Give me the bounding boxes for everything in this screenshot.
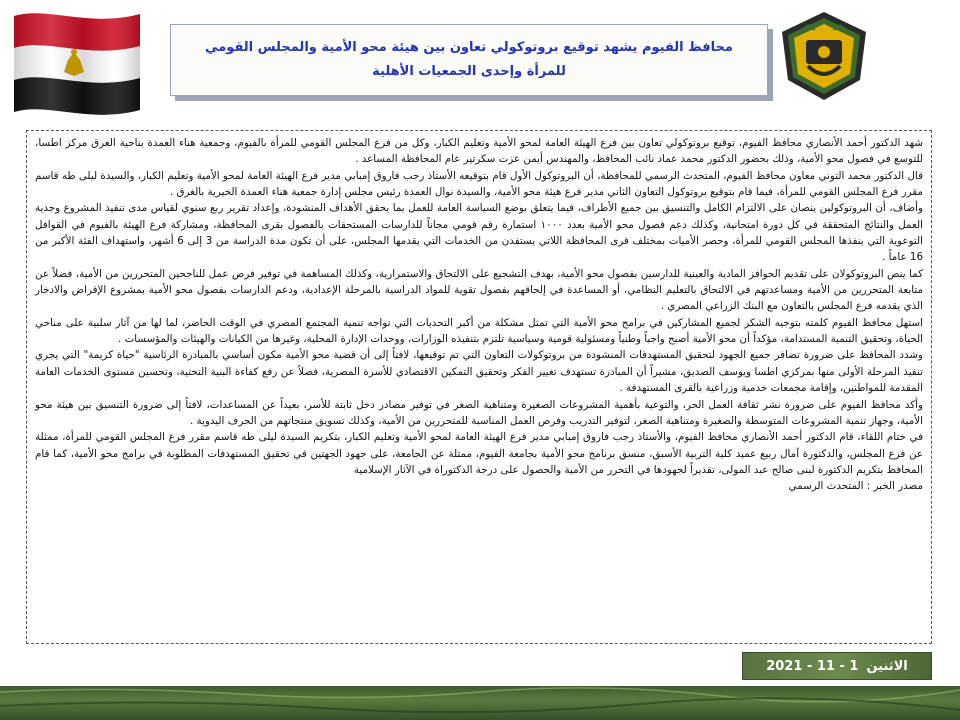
egypt-flag-icon xyxy=(8,6,146,118)
article-paragraph: وأكد محافظ الفيوم على ضرورة نشر ثقافة العمل الحر، والتوعية بأهمية المشروعات الصغيرة ومتناهية الصغر في توفير مصادر دخل ثابتة للأسر، بعيداً عن المساعدات، لافتاً إلى ضرورة التنسيق بين هيئة محو الأمية، وجهاز تنمية المشروعات المتوسطة والصغيرة ومتناهية الصغر، لتوفير التدريب وفرص العمل المناسبة للمتحررين من الأمية، وكذلك تسويق منتجاتهم من الحرف اليدوية . xyxy=(35,398,923,427)
day-label: الاثنين xyxy=(866,658,908,674)
article-paragraph: وشدد المحافظ على ضرورة تضافر جميع الجهود لتحقيق المستهدفات المنشودة من بروتوكولات التعاون التي تم توقيعها، لافتاً إلى أن قضية محو الأمية مكون أساسي بالمبادرة الرئاسية "حياة كريمة" التي يجري تنفيذ المرحلة الأولى منها بمركزي اطسا ويوسف الصديق، مشيراً أن المبادرة تستهدف تغيير الفكر وتحقيق التمكين الاقتصادي للأسرة المصرية، فضلاً عن رفع كفاءة البنية التحتية، وتحسين مستوى الخدمات العامة المقدمة للمواطنين، وإقامة مجمعات خدمية وزراعية بالقرى المستهدفة . xyxy=(35,349,923,395)
article-body xyxy=(26,130,932,644)
news-title-banner xyxy=(170,24,768,96)
date-bar xyxy=(742,652,932,680)
footer-band xyxy=(0,686,960,720)
article-text xyxy=(35,135,923,495)
article-paragraph: في ختام اللقاء، قام الدكتور أحمد الأنصاري محافظ الفيوم، والأستاذ رجب فاروق إمبابي مدير فرع الهيئة العامة لمحو الأمية وتعليم الكبار، بتكريم السيدة ليلى طه قاسم مقرر فرع المجلس القومي للمرأة، ممثلة عن فرع المجلس، والدكتورة آمال ربيع عميد كلية التربية الأسبق، منسق برنامج محو الأمية بجامعة الفيوم، ممثلة عن الجامعة، على جهود الجهتين في تحقيق المستهدفات المطلوبة في برامج محو الأمية، كما قام المحافظ بتكريم الدكتورة لبنى صالح عبد المولى، تقديراً لجهودها في التحرر من الأمية والحصول على درجة الدكتوراة في الآثار الإسلامية xyxy=(35,431,923,476)
article-paragraph: شهد الدكتور أحمد الأنصاري محافظ الفيوم، توقيع بروتوكولي تعاون بين فرع الهيئة العامة لمحو الأمية وتعليم الكبار، وكل من فرع المجلس القومي للمرأة بالفيوم، وجمعية هناء العمدة بناحية الغرق مركز اطسا، للتوسع في فصول محو الأمية، وذلك بحضور الدكتور محمد عماد نائب المحافظ، والمهندس أيمن عزت سكرتير عام المحافظة المساعد . xyxy=(35,137,923,166)
article-paragraph: استهل محافظ الفيوم كلمته بتوجيه الشكر لجميع المشاركين في برامج محو الأمية التي تمثل مشكلة من أكبر التحديات التي تواجه تنمية المجتمع المصري في الوقت الحاضر، لما لها من آثار سلبية على مناحي الحياة، وتحقيق التنمية المستدامة، مؤكداً أن محو الأمية أصبح واجباً وطنياً ومسئولية قومية وسياسية تلتزم بتنفيذه الوزارات، ووحدات الإدارة المحلية، وغيرها من الكيانات والهيئات والمؤسسات . xyxy=(35,316,923,346)
article-paragraph: كما ينص البروتوكولان على تقديم الحوافز المادية والعينية للدارسين بفصول محو الأمية، بهدف التشجيع على الالتحاق والاستمرارية، وكذلك المساهمة في توفير فرص عمل للناجحين المتحررين من الأمية، فضلاً عن متابعة المتحررين من الأمية ومساعدتهم في الالتحاق بالتعليم النظامي، أو المساعدة في إلحاقهم بفصول تقوية للمواد الدراسية بالمرحلة الإعدادية، ودعم الدارسات بفصول محو الأمية بمشروع الإقراض والادخار الذي يقدمه فرع المجلس بالتعاون مع البنك الزراعي المصري . xyxy=(35,267,923,313)
news-title: محافظ الفيوم يشهد توقيع بروتوكولي تعاون بين هيئة محو الأمية والمجلس القومي للمرأة وإحدى الجمعيات الأهلية xyxy=(205,40,733,79)
article-paragraph: قال الدكتور محمد التوني معاون محافظ الفيوم، المتحدث الرسمي للمحافظة، أن البروتوكول الأول قام بتوقيعه الأستاذ رجب فاروق إمبابي مدير فرع الهيئة العامة لمحو الأمية وتعليم الكبار، والسيدة ليلى طه قاسم مقرر فرع المجلس القومي للمرأة، فيما قام بتوقيع بروتوكول التعاون الثاني مدير فرع هيئة محو الأمية، والسيدة نوال العمدة رئيس مجلس إدارة جمعية هناء العمدة الخيرية بالغرق . xyxy=(35,169,923,199)
fayoum-governorate-logo-icon xyxy=(778,10,870,102)
article-paragraph: وأضاف، أن البروتوكولين ينصان على الالتزام الكامل والتنسيق بين جميع الأطراف، فيما يتعلق بوضع السياسة العامة للعمل بما يحقق الأهداف المنشودة، وإعداد تقرير ربع سنوي لقياس مدى تنفيذ المشروع وجدية العمل والنتائج المتحققة في كل دورة امتحانية، وكذلك دعم فصول محو الأمية بعدد ١٠٠٠ استمارة رقم قومي مجاناً للدارسات المستحقات بالفصول بقرى المحافظة، ومشاركة فرع الهيئة بالفيوم في القوافل التوعوية التي ينفذها المجلس القومي للمرأة، وحصر الأميات بمختلف قرى المحافظة اللاتي يستفدن من الخدمات التي يقدمها المجلس، على أن تكون مدة الدراسة من 3 إلى 6 أشهر، واستهداف الفئة الأكبر من 16 عاماً . xyxy=(35,202,923,264)
date-label: 2021 - 11 - 1 xyxy=(766,658,859,674)
news-source: مصدر الخبر : المتحدث الرسمي xyxy=(788,480,923,493)
